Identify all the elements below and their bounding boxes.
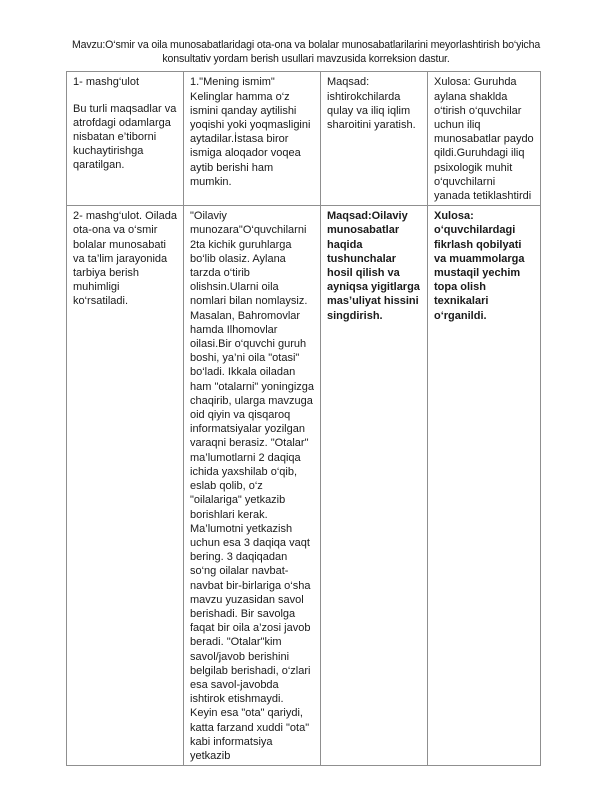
cell-session-1-conclusion: [428, 72, 541, 206]
session-1-description: Bu turli maqsadlar va atrofdagi odamlarga nisbatan e’tiborni kuchaytirishga qaratilgan.: [73, 102, 177, 172]
cell-session-1-goal: [321, 72, 428, 206]
cell-session-2-label: [67, 206, 184, 766]
cell-session-2-activity: [184, 206, 321, 766]
session-2-conclusion-text: Xulosa: o‘quvchilardagi fikrlash qobilyati va muammolarga mustaqil yechim topa olish texnikalari o‘rganildi.: [434, 210, 525, 322]
session-1-activity-text: 1."Mening ismim" Kelinglar hamma o‘z ismini qanday aytilishi yoqishi yoki yoqmasligini aytadilar.İstasa biror ismiga aloqador voqea aytib berishi ham mumkin.: [190, 76, 311, 188]
session-2-activity-text: "Oilaviy munozara"O‘quvchilarni 2ta kichik guruhlarga bo‘lib olasiz. Aylana tarzda o‘tirib olishsin.Ularni oila nomlari bilan nomlaysiz. Masalan, Bahromovlar hamda Ilhomovlar oilasi.Bir o‘quvchi guruh boshi, ya’ni oila "otasi" bo‘ladi. Ikkala oiladan ham "otalarni" yoningizga chaqirib, ularga mavzuga oid qiyin va qisqaroq informatsiyalar yozilgan varaqni berasiz. "Otalar" ma’lumotlarni 2 daqiqa ichida yaxshilab o‘qib, eslab qolib, o‘z "oilalariga" yetkazib borishlari kerak. Ma’lumotni yetkazish uchun esa 3 daqiqa vaqt bering. 3 daqiqadan so‘ng oilalar navbat-navbat bir-birlariga o‘sha mavzu yuzasidan savol berishadi. Bir savolga faqat bir oila a’zosi javob beradi. "Otalar"kim savol/javob berishini belgilab berishadi, o‘zlari esa savol-javobda ishtirok etishmaydi. Keyin esa "ota" qariydi, katta farzand xuddi "ota" kabi informatsiya yetkazib: [190, 210, 314, 762]
table-row-session-1: [67, 72, 541, 206]
session-2-description: 2- mashg‘ulot. Oilada ota-ona va o‘smir bolalar munosabati va ta’lim jarayonida tarbiya berish muhimligi ko‘rsatiladi.: [73, 210, 177, 308]
cell-session-2-conclusion: [428, 206, 541, 766]
document-title-line-1: Mavzu:O‘smir va oila munosabatlaridagi ota-ona va bolalar munosabatlarilarini meyorlashtirish bo‘yicha: [71, 39, 541, 51]
correction-program-table: [66, 71, 541, 766]
session-1-goal-text: Maqsad: ishtirokchilarda qulay va iliq iqlim sharoitini yaratish.: [327, 76, 416, 132]
cell-session-1-activity: [184, 72, 321, 206]
session-2-goal-text: Maqsad:Oilaviy munosabatlar haqida tushunchalar hosil qilish va ayniqsa yigitlarga mas’uliyat hissini singdirish.: [327, 210, 420, 322]
cell-session-1-label: [67, 72, 184, 206]
table-row-session-2: [67, 206, 541, 766]
session-1-number: 1- mashg‘ulot: [73, 76, 140, 89]
document-title: [66, 38, 546, 66]
cell-session-2-goal: [321, 206, 428, 766]
document-title-line-2: konsultativ yordam berish usullari mavzusida korreksion dastur.: [162, 53, 450, 66]
session-1-conclusion-text: Xulosa: Guruhda aylana shaklda o‘tirish o‘quvchilar uchun iliq munosabatlar paydo qildi.Guruhdagi iliq psixologik muhit o‘quvchilarni yanada tetiklashtirdi: [434, 76, 534, 203]
